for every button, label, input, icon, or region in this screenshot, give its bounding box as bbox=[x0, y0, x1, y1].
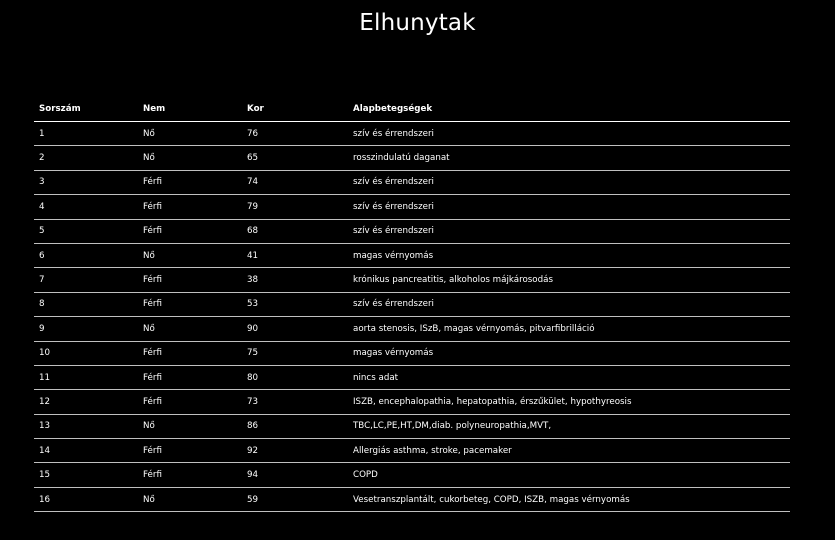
header-alapbetegsegek: Alapbetegségek bbox=[348, 97, 790, 122]
cell-sorszam: 12 bbox=[34, 390, 138, 414]
cell-kor: 41 bbox=[242, 243, 348, 267]
cell-alapbetegsegek: szív és érrendszeri bbox=[348, 219, 790, 243]
cell-alapbetegsegek: szív és érrendszeri bbox=[348, 195, 790, 219]
cell-alapbetegsegek: szív és érrendszeri bbox=[348, 170, 790, 194]
table-row bbox=[34, 122, 790, 146]
cell-alapbetegsegek: magas vérnyomás bbox=[348, 243, 790, 267]
table-row bbox=[34, 487, 790, 511]
cell-kor: 74 bbox=[242, 170, 348, 194]
table-row bbox=[34, 317, 790, 341]
table-row bbox=[34, 390, 790, 414]
cell-alapbetegsegek: aorta stenosis, ISzB, magas vérnyomás, pitvarfibrilláció bbox=[348, 317, 790, 341]
cell-alapbetegsegek: szív és érrendszeri bbox=[348, 122, 790, 146]
cell-nem: Nő bbox=[138, 317, 242, 341]
cell-kor: 92 bbox=[242, 439, 348, 463]
cell-alapbetegsegek: nincs adat bbox=[348, 365, 790, 389]
cell-kor: 53 bbox=[242, 292, 348, 316]
table-row bbox=[34, 414, 790, 438]
cell-sorszam: 11 bbox=[34, 365, 138, 389]
cell-nem: Férfi bbox=[138, 195, 242, 219]
table-row bbox=[34, 170, 790, 194]
cell-nem: Férfi bbox=[138, 390, 242, 414]
cell-nem: Nő bbox=[138, 414, 242, 438]
cell-nem: Férfi bbox=[138, 268, 242, 292]
cell-alapbetegsegek: rosszindulatú daganat bbox=[348, 146, 790, 170]
cell-nem: Férfi bbox=[138, 439, 242, 463]
cell-kor: 65 bbox=[242, 146, 348, 170]
table-row bbox=[34, 439, 790, 463]
header-nem: Nem bbox=[138, 97, 242, 122]
cell-sorszam: 2 bbox=[34, 146, 138, 170]
cell-nem: Férfi bbox=[138, 463, 242, 487]
table-row bbox=[34, 195, 790, 219]
cell-kor: 68 bbox=[242, 219, 348, 243]
table-header-row bbox=[34, 97, 790, 122]
cell-nem: Nő bbox=[138, 122, 242, 146]
cell-nem: Férfi bbox=[138, 365, 242, 389]
header-sorszam: Sorszám bbox=[34, 97, 138, 122]
table-row bbox=[34, 268, 790, 292]
cell-alapbetegsegek: Vesetranszplantált, cukorbeteg, COPD, ISZB, magas vérnyomás bbox=[348, 487, 790, 511]
cell-alapbetegsegek: Allergiás asthma, stroke, pacemaker bbox=[348, 439, 790, 463]
cell-sorszam: 4 bbox=[34, 195, 138, 219]
cell-sorszam: 1 bbox=[34, 122, 138, 146]
page-title: Elhunytak bbox=[359, 10, 476, 36]
cell-sorszam: 15 bbox=[34, 463, 138, 487]
table-row bbox=[34, 341, 790, 365]
cell-sorszam: 14 bbox=[34, 439, 138, 463]
cell-kor: 76 bbox=[242, 122, 348, 146]
cell-nem: Nő bbox=[138, 243, 242, 267]
cell-kor: 79 bbox=[242, 195, 348, 219]
cell-nem: Férfi bbox=[138, 170, 242, 194]
cell-nem: Férfi bbox=[138, 292, 242, 316]
table-row bbox=[34, 463, 790, 487]
cell-nem: Férfi bbox=[138, 341, 242, 365]
cell-sorszam: 16 bbox=[34, 487, 138, 511]
table-row bbox=[34, 219, 790, 243]
cell-kor: 59 bbox=[242, 487, 348, 511]
deceased-table bbox=[34, 97, 790, 512]
cell-kor: 73 bbox=[242, 390, 348, 414]
cell-alapbetegsegek: magas vérnyomás bbox=[348, 341, 790, 365]
cell-kor: 94 bbox=[242, 463, 348, 487]
cell-nem: Nő bbox=[138, 487, 242, 511]
table-row bbox=[34, 292, 790, 316]
cell-sorszam: 10 bbox=[34, 341, 138, 365]
cell-sorszam: 8 bbox=[34, 292, 138, 316]
table-row bbox=[34, 365, 790, 389]
cell-sorszam: 5 bbox=[34, 219, 138, 243]
cell-kor: 86 bbox=[242, 414, 348, 438]
cell-alapbetegsegek: ISZB, encephalopathia, hepatopathia, érszűkület, hypothyreosis bbox=[348, 390, 790, 414]
cell-sorszam: 9 bbox=[34, 317, 138, 341]
cell-kor: 75 bbox=[242, 341, 348, 365]
cell-sorszam: 3 bbox=[34, 170, 138, 194]
cell-nem: Nő bbox=[138, 146, 242, 170]
cell-alapbetegsegek: szív és érrendszeri bbox=[348, 292, 790, 316]
cell-sorszam: 6 bbox=[34, 243, 138, 267]
cell-kor: 80 bbox=[242, 365, 348, 389]
cell-alapbetegsegek: krónikus pancreatitis, alkoholos májkárosodás bbox=[348, 268, 790, 292]
cell-alapbetegsegek: TBC,LC,PE,HT,DM,diab. polyneuropathia,MVT, bbox=[348, 414, 790, 438]
table-body bbox=[34, 122, 790, 512]
cell-nem: Férfi bbox=[138, 219, 242, 243]
cell-sorszam: 13 bbox=[34, 414, 138, 438]
cell-kor: 38 bbox=[242, 268, 348, 292]
cell-sorszam: 7 bbox=[34, 268, 138, 292]
cell-alapbetegsegek: COPD bbox=[348, 463, 790, 487]
header-kor: Kor bbox=[242, 97, 348, 122]
table-row bbox=[34, 243, 790, 267]
cell-kor: 90 bbox=[242, 317, 348, 341]
table-row bbox=[34, 146, 790, 170]
